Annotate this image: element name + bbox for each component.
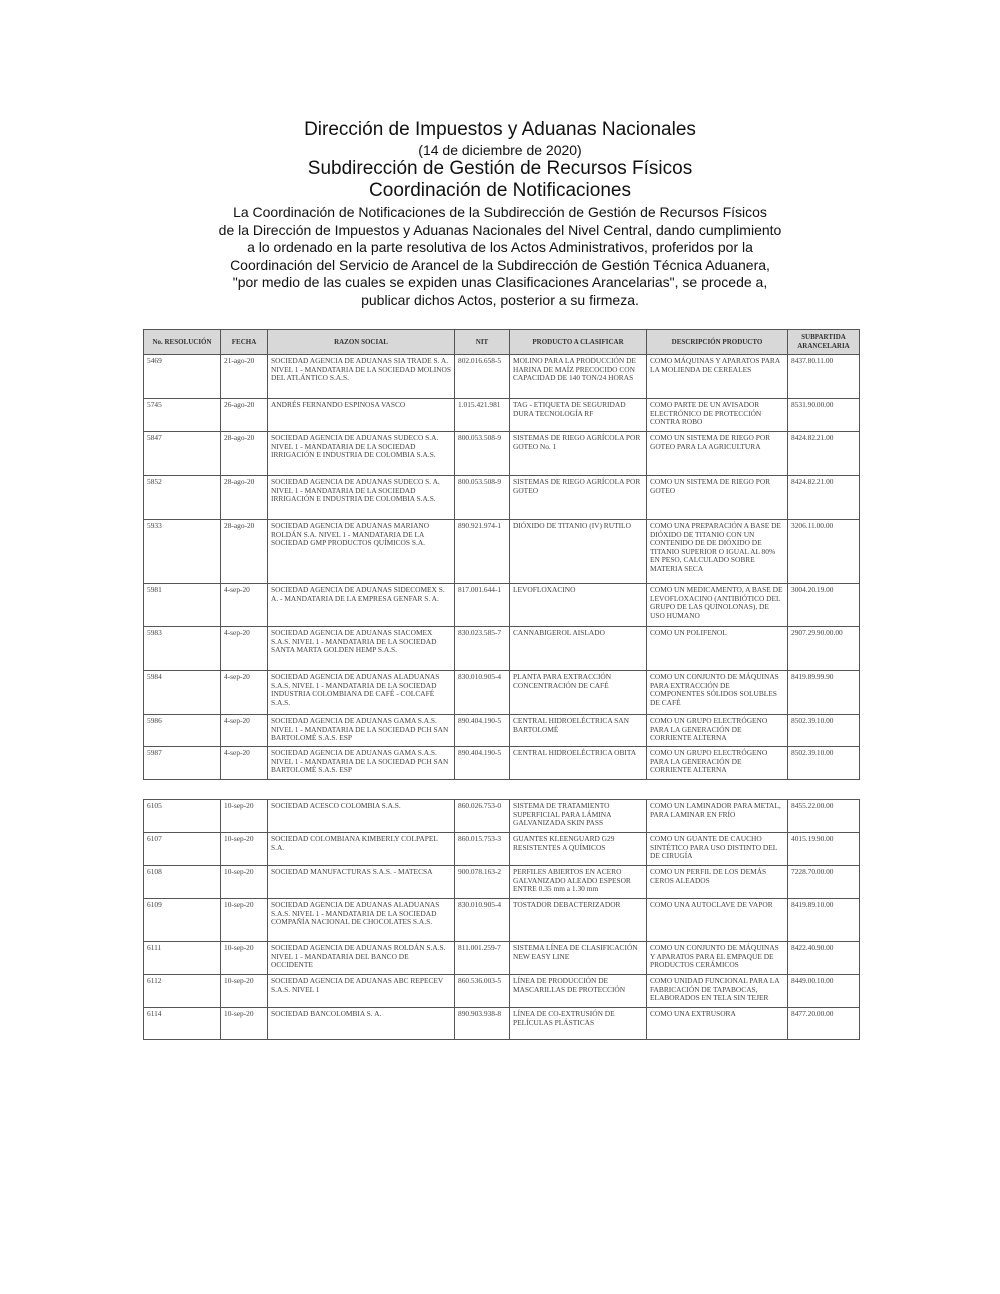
nit-cell: 860.536.003-5	[455, 975, 510, 1008]
description-cell: COMO UN SISTEMA DE RIEGO POR GOTEO PARA LA AGRICULTURA	[647, 432, 788, 476]
resolution-number-cell: 5469	[144, 355, 221, 399]
nit-cell: 900.078.163-2	[455, 866, 510, 899]
table-body	[144, 355, 860, 780]
date-cell: 26-ago-20	[221, 399, 268, 432]
tariff-code-cell: 8455.22.00.00	[788, 800, 860, 833]
nit-cell: 802.016.658-5	[455, 355, 510, 399]
tariff-code-cell: 8449.00.10.00	[788, 975, 860, 1008]
date-cell: 21-ago-20	[221, 355, 268, 399]
nit-cell: 800.053.508-9	[455, 476, 510, 520]
company-name-cell: SOCIEDAD AGENCIA DE ADUANAS SIA TRADE S. A. NIVEL 1 - MANDATARIA DE LA SOCIEDAD MOLINOS DEL ATLÁNTICO S.A.S.	[268, 355, 455, 399]
company-name-cell: SOCIEDAD AGENCIA DE ADUANAS SIDECOMEX S. A. - MANDATARIA DE LA EMPRESA GENFAR S. A.	[268, 584, 455, 627]
nit-cell: 890.404.190-5	[455, 715, 510, 747]
table-row	[144, 432, 860, 476]
date-cell: 10-sep-20	[221, 800, 268, 833]
resolution-number-cell: 5987	[144, 747, 221, 780]
tariff-code-cell: 3206.11.00.00	[788, 520, 860, 584]
table-row	[144, 715, 860, 747]
nit-cell: 830.010.905-4	[455, 899, 510, 942]
tariff-code-cell: 8502.39.10.00	[788, 747, 860, 780]
company-name-cell: SOCIEDAD AGENCIA DE ADUANAS GAMA S.A.S. NIVEL 1 - MANDATARIA DE LA SOCIEDAD PCH SAN BARTOLOMÉ S.A.S. ESP	[268, 747, 455, 780]
tariff-code-cell: 7228.70.00.00	[788, 866, 860, 899]
tariff-code-cell: 3004.20.19.00	[788, 584, 860, 627]
company-name-cell: SOCIEDAD MANUFACTURAS S.A.S. - MATECSA	[268, 866, 455, 899]
table-row	[144, 866, 860, 899]
tariff-code-cell: 8437.80.11.00	[788, 355, 860, 399]
product-cell: TAG - ETIQUETA DE SEGURIDAD DURA TECNOLOGÍA RF	[510, 399, 647, 432]
date-cell: 10-sep-20	[221, 942, 268, 975]
date-cell: 10-sep-20	[221, 899, 268, 942]
tariff-code-cell: 2907.29.90.00.00	[788, 627, 860, 671]
nit-cell: 800.053.508-9	[455, 432, 510, 476]
table-row	[144, 476, 860, 520]
column-header: RAZON SOCIAL	[268, 330, 455, 355]
description-cell: COMO PARTE DE UN AVISADOR ELECTRÓNICO DE PROTECCIÓN CONTRA ROBO	[647, 399, 788, 432]
body-line: publicar dichos Actos, posterior a su firmeza.	[361, 291, 639, 308]
table-row	[144, 627, 860, 671]
product-cell: CANNABIGEROL AISLADO	[510, 627, 647, 671]
date-cell: 10-sep-20	[221, 866, 268, 899]
date-cell: 4-sep-20	[221, 715, 268, 747]
description-cell: COMO UN SISTEMA DE RIEGO POR GOTEO	[647, 476, 788, 520]
tariff-code-cell: 8419.89.99.90	[788, 671, 860, 715]
product-cell: SISTEMA DE TRATAMIENTO SUPERFICIAL PARA LÁMINA GALVANIZADA SKIN PASS	[510, 800, 647, 833]
company-name-cell: SOCIEDAD AGENCIA DE ADUANAS GAMA S.A.S. NIVEL 1 - MANDATARIA DE LA SOCIEDAD PCH SAN BARTOLOMÉ S.A.S. ESP	[268, 715, 455, 747]
resolution-number-cell: 6114	[144, 1008, 221, 1040]
table-row	[144, 671, 860, 715]
resolution-number-cell: 6112	[144, 975, 221, 1008]
company-name-cell: SOCIEDAD AGENCIA DE ADUANAS ALADUANAS S.A.S. NIVEL 1 - MANDATARIA DE LA SOCIEDAD INDUSTRIA COLOMBIANA DE CAFÉ - COLCAFÉ S.A.S.	[268, 671, 455, 715]
tariff-code-cell: 8424.82.21.00	[788, 476, 860, 520]
resolution-number-cell: 6105	[144, 800, 221, 833]
tariff-code-cell: 8419.89.10.00	[788, 899, 860, 942]
tariff-code-cell: 8502.39.10.00	[788, 715, 860, 747]
company-name-cell: SOCIEDAD AGENCIA DE ADUANAS ABC REPECEV S.A.S. NIVEL 1	[268, 975, 455, 1008]
resolution-number-cell: 5933	[144, 520, 221, 584]
date-cell: 10-sep-20	[221, 833, 268, 866]
resolution-number-cell: 5986	[144, 715, 221, 747]
document-subtitle-1: Subdirección de Gestión de Recursos Físicos	[307, 158, 693, 179]
company-name-cell: SOCIEDAD COLOMBIANA KIMBERLY COLPAPEL S.A.	[268, 833, 455, 866]
product-cell: DIÓXIDO DE TITANIO (IV) RUTILO	[510, 520, 647, 584]
nit-cell: 817.001.644-1	[455, 584, 510, 627]
description-cell: COMO UN LAMINADOR PARA METAL, PARA LAMINAR EN FRÍO	[647, 800, 788, 833]
description-cell: COMO UN CONJUNTO DE MÁQUINAS PARA EXTRACCIÓN DE COMPONENTES SÓLIDOS SOLUBLES DE CAFÉ	[647, 671, 788, 715]
resolution-number-cell: 5852	[144, 476, 221, 520]
table-row	[144, 1008, 860, 1040]
product-cell: SISTEMAS DE RIEGO AGRÍCOLA POR GOTEO No. 1	[510, 432, 647, 476]
body-line: Coordinación del Servicio de Arancel de la Subdirección de Gestión Técnica Aduanera,	[230, 256, 770, 273]
company-name-cell: SOCIEDAD BANCOLOMBIA S. A.	[268, 1008, 455, 1040]
table-row	[144, 833, 860, 866]
product-cell: GUANTES KLEENGUARD G29 RESISTENTES A QUÍMICOS	[510, 833, 647, 866]
table-row	[144, 355, 860, 399]
table-row	[144, 520, 860, 584]
description-cell: COMO UNA EXTRUSORA	[647, 1008, 788, 1040]
table-row	[144, 800, 860, 833]
product-cell: SISTEMAS DE RIEGO AGRÍCOLA POR GOTEO	[510, 476, 647, 520]
nit-cell: 1.015.421.981	[455, 399, 510, 432]
date-cell: 4-sep-20	[221, 747, 268, 780]
resolution-number-cell: 5983	[144, 627, 221, 671]
column-header: NIT	[455, 330, 510, 355]
body-line: de la Dirección de Impuestos y Aduanas Nacionales del Nivel Central, dando cumplimiento	[218, 221, 782, 238]
product-cell: TOSTADOR DEBACTERIZADOR	[510, 899, 647, 942]
date-cell: 28-ago-20	[221, 476, 268, 520]
body-line: a lo ordenado en la parte resolutiva de los Actos Administrativos, proferidos por la	[247, 239, 753, 255]
description-cell: COMO UN GUANTE DE CAUCHO SINTÉTICO PARA USO DISTINTO DEL DE CIRUGÍA	[647, 833, 788, 866]
product-cell: PLANTA PARA EXTRACCIÓN CONCENTRACIÓN DE CAFÉ	[510, 671, 647, 715]
description-cell: COMO UN GRUPO ELECTRÓGENO PARA LA GENERACIÓN DE CORRIENTE ALTERNA	[647, 715, 788, 747]
description-cell: COMO UNA AUTOCLAVE DE VAPOR	[647, 899, 788, 942]
nit-cell: 890.404.190-5	[455, 747, 510, 780]
resolution-number-cell: 5984	[144, 671, 221, 715]
resolution-number-cell: 5745	[144, 399, 221, 432]
table-row	[144, 399, 860, 432]
date-cell: 10-sep-20	[221, 975, 268, 1008]
nit-cell: 860.026.753-0	[455, 800, 510, 833]
date-cell: 4-sep-20	[221, 671, 268, 715]
date-cell: 4-sep-20	[221, 584, 268, 627]
description-cell: COMO UN POLIFENOL	[647, 627, 788, 671]
product-cell: LÍNEA DE PRODUCCIÓN DE MASCARILLAS DE PROTECCIÓN	[510, 975, 647, 1008]
description-cell: COMO UN GRUPO ELECTRÓGENO PARA LA GENERACIÓN DE CORRIENTE ALTERNA	[647, 747, 788, 780]
body-line: "por medio de las cuales se expiden unas Clasificaciones Arancelarias", se procede a,	[232, 274, 768, 290]
table-row	[144, 975, 860, 1008]
document-subtitle-2: Coordinación de Notificaciones	[369, 180, 631, 201]
column-header: No. RESOLUCIÓN	[144, 330, 221, 355]
resolution-number-cell: 6107	[144, 833, 221, 866]
date-cell: 28-ago-20	[221, 432, 268, 476]
column-header: SUBPARTIDA ARANCELARIA	[788, 330, 860, 355]
product-cell: LEVOFLOXACINO	[510, 584, 647, 627]
resolutions-table-1	[143, 329, 860, 780]
product-cell: CENTRAL HIDROELÉCTRICA SAN BARTOLOMÉ	[510, 715, 647, 747]
resolution-number-cell: 5981	[144, 584, 221, 627]
product-cell: PERFILES ABIERTOS EN ACERO GALVANIZADO ALEADO ESPESOR ENTRE 0.35 mm a 1.30 mm	[510, 866, 647, 899]
tariff-code-cell: 8422.40.90.00	[788, 942, 860, 975]
resolution-number-cell: 6108	[144, 866, 221, 899]
description-cell: COMO UN CONJUNTO DE MÁQUINAS Y APARATOS PARA EL EMPAQUE DE PRODUCTOS CERÁMICOS	[647, 942, 788, 975]
product-cell: LÍNEA DE CO-EXTRUSIÓN DE PELÍCULAS PLÁSTICAS	[510, 1008, 647, 1040]
product-cell: SISTEMA LÍNEA DE CLASIFICACIÓN NEW EASY LINE	[510, 942, 647, 975]
column-header: PRODUCTO A CLASIFICAR	[510, 330, 647, 355]
table-body	[144, 800, 860, 1040]
resolution-number-cell: 5847	[144, 432, 221, 476]
description-cell: COMO MÁQUINAS Y APARATOS PARA LA MOLIENDA DE CEREALES	[647, 355, 788, 399]
document-title: Dirección de Impuestos y Aduanas Nacionales	[304, 119, 696, 140]
nit-cell: 890.903.938-8	[455, 1008, 510, 1040]
company-name-cell: SOCIEDAD ACESCO COLOMBIA S.A.S.	[268, 800, 455, 833]
nit-cell: 860.015.753-3	[455, 833, 510, 866]
table-row	[144, 584, 860, 627]
company-name-cell: SOCIEDAD AGENCIA DE ADUANAS SIACOMEX S.A.S. NIVEL 1 - MANDATARIA DE LA SOCIEDAD SANTA MARTA GOLDEN HEMP S.A.S.	[268, 627, 455, 671]
description-cell: COMO UN PERFIL DE LOS DEMÁS CEROS ALEADOS	[647, 866, 788, 899]
company-name-cell: SOCIEDAD AGENCIA DE ADUANAS ROLDÁN S.A.S. NIVEL 1 - MANDATARIA DEL BANCO DE OCCIDENTE	[268, 942, 455, 975]
resolution-number-cell: 6111	[144, 942, 221, 975]
nit-cell: 811.001.259-7	[455, 942, 510, 975]
table-row	[144, 899, 860, 942]
resolution-number-cell: 6109	[144, 899, 221, 942]
date-cell: 10-sep-20	[221, 1008, 268, 1040]
nit-cell: 830.010.905-4	[455, 671, 510, 715]
nit-cell: 830.023.585-7	[455, 627, 510, 671]
column-header: DESCRIPCIÓN PRODUCTO	[647, 330, 788, 355]
table-header-row	[144, 330, 860, 355]
company-name-cell: SOCIEDAD AGENCIA DE ADUANAS SUDECO S. A. NIVEL 1 - MANDATARIA DE LA SOCIEDAD IRRIGACIÓN E INDUSTRIA DE COLOMBIA S.A.S.	[268, 476, 455, 520]
product-cell: CENTRAL HIDROELÉCTRICA OBITA	[510, 747, 647, 780]
document-date: (14 de diciembre de 2020)	[418, 142, 582, 158]
description-cell: COMO UN MEDICAMENTO, A BASE DE LEVOFLOXACINO (ANTIBIÓTICO DEL GRUPO DE LAS QUINOLONAS), DE USO HUMANO	[647, 584, 788, 627]
table-row	[144, 747, 860, 780]
product-cell: MOLINO PARA LA PRODUCCIÓN DE HARINA DE MAÍZ PRECOCIDO CON CAPACIDAD DE 140 TON/24 HORAS	[510, 355, 647, 399]
tariff-code-cell: 8424.82.21.00	[788, 432, 860, 476]
body-line: La Coordinación de Notificaciones de la Subdirección de Gestión de Recursos Físicos	[233, 204, 767, 220]
description-cell: COMO UNIDAD FUNCIONAL PARA LA FABRICACIÓN DE TAPABOCAS, ELABORADOS EN TELA SIN TEJER	[647, 975, 788, 1008]
date-cell: 4-sep-20	[221, 627, 268, 671]
tariff-code-cell: 4015.19.90.00	[788, 833, 860, 866]
company-name-cell: SOCIEDAD AGENCIA DE ADUANAS MARIANO ROLDÁN S.A. NIVEL 1 - MANDATARIA DE LA SOCIEDAD GMP PRODUCTOS QUÍMICOS S.A.	[268, 520, 455, 584]
document-body	[150, 204, 850, 309]
company-name-cell: ANDRÉS FERNANDO ESPINOSA VASCO	[268, 399, 455, 432]
date-cell: 28-ago-20	[221, 520, 268, 584]
table-row	[144, 942, 860, 975]
tariff-code-cell: 8531.90.00.00	[788, 399, 860, 432]
description-cell: COMO UNA PREPARACIÓN A BASE DE DIÓXIDO DE TITANIO CON UN CONTENIDO DE DE DIÓXIDO DE TITANIO SUPERIOR O IGUAL AL 80% EN PESO, CALCULADO SOBRE MATERIA SECA	[647, 520, 788, 584]
nit-cell: 890.921.974-1	[455, 520, 510, 584]
company-name-cell: SOCIEDAD AGENCIA DE ADUANAS SUDECO S.A. NIVEL 1 - MANDATARIA DE LA SOCIEDAD IRRIGACIÓN E INDUSTRIA DE COLOMBIA S.A.S.	[268, 432, 455, 476]
company-name-cell: SOCIEDAD AGENCIA DE ADUANAS ALADUANAS S.A.S. NIVEL 1 - MANDATARIA DE LA SOCIEDAD COMPAÑÍA NACIONAL DE CHOCOLATES S.A.S.	[268, 899, 455, 942]
resolutions-table-2	[143, 799, 860, 1040]
column-header: FECHA	[221, 330, 268, 355]
document-header	[150, 118, 850, 309]
tariff-code-cell: 8477.20.00.00	[788, 1008, 860, 1040]
